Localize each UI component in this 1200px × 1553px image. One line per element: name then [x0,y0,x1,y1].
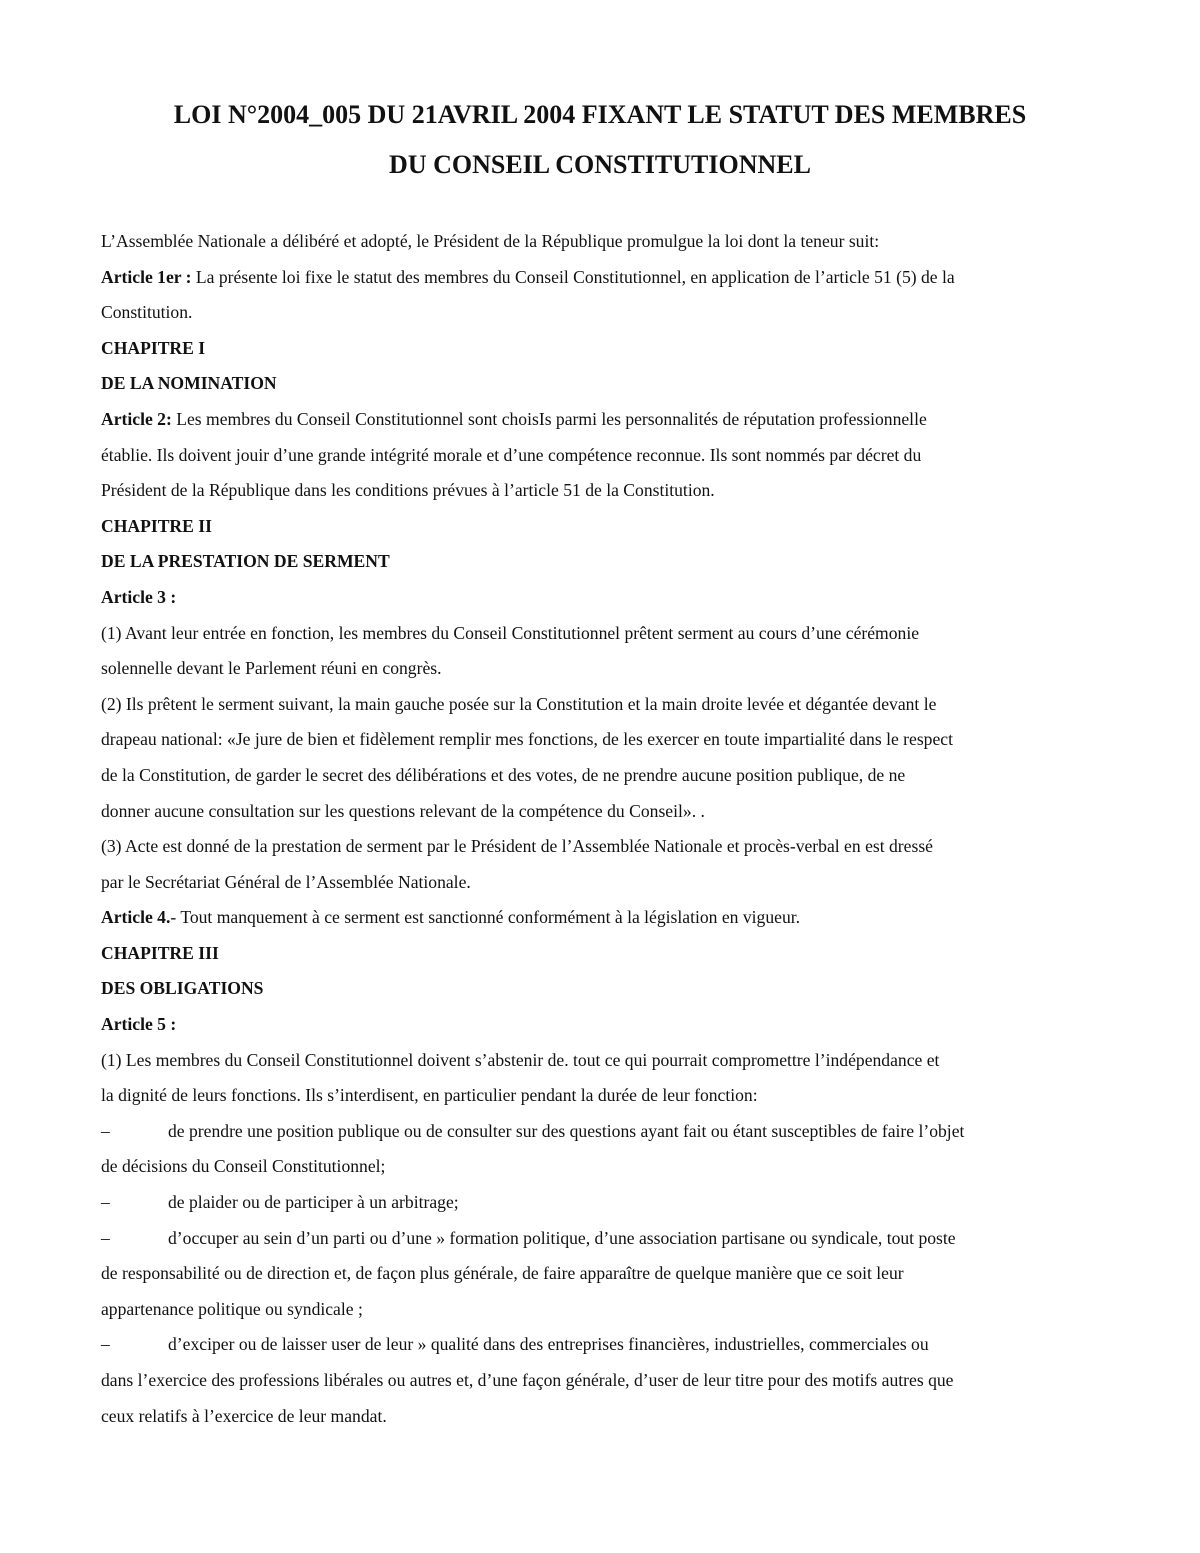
title-line-1: LOI N°2004_005 DU 21AVRIL 2004 FIXANT LE STATUT DES MEMBRES [173,100,1027,129]
paragraph-line [101,260,1111,296]
line-text: La présente loi fixe le statut des membres du Conseil Constitutionnel, en application de l’article 51 (5) de la [191,266,955,287]
paragraph-line [101,1292,1111,1328]
paragraph-line [101,900,1111,936]
paragraph-line [101,1399,1111,1435]
list-item-line [101,1114,1111,1150]
paragraph-line [101,1043,1111,1079]
line-text: Président de la République dans les conditions prévues à l’article 51 de la Constitution. [101,480,715,501]
line-text: d’exciper ou de laisser user de leur » qualité dans des entreprises financières, industrielles, commerciales ou [168,1334,929,1355]
paragraph-line [101,402,1111,438]
line-text: d’occuper au sein d’un parti ou d’une » formation politique, d’une association partisane ou syndicale, tout poste [168,1227,956,1248]
line-text: de prendre une position publique ou de consulter sur des questions ayant fait ou étant susceptibles de faire l’objet [168,1120,965,1141]
line-text: (2) Ils prêtent le serment suivant, la main gauche posée sur la Constitution et la main droite levée et dégantée devant le [101,693,937,714]
paragraph-line [101,651,1111,687]
line-text: - Tout manquement à ce serment est sanctionné conformément à la législation en vigueur. [170,907,801,928]
line-text: solennelle devant le Parlement réuni en congrès. [101,658,442,679]
section-heading [101,580,1111,616]
paragraph-line [101,438,1111,474]
line-text: donner aucune consultation sur les questions relevant de la compétence du Conseil». . [101,800,705,821]
heading-text: CHAPITRE I [101,337,206,358]
heading-text: DES OBLIGATIONS [101,978,264,999]
paragraph-line [101,616,1111,652]
line-text: de plaider ou de participer à un arbitrage; [168,1192,459,1213]
paragraph-line [101,794,1111,830]
line-text: de décisions du Conseil Constitutionnel; [101,1156,386,1177]
line-text: de responsabilité ou de direction et, de façon plus générale, de faire apparaître de quelque manière que ce soit leur [101,1263,904,1284]
line-text: Constitution. [101,302,193,323]
section-heading [101,544,1111,580]
article-label: Article 4. [101,907,171,928]
document-body [101,224,1111,1434]
document-title [80,90,1120,190]
line-text: de la Constitution, de garder le secret des délibérations et des votes, de ne prendre aucune position publique, de ne [101,764,906,785]
paragraph-line [101,1149,1111,1185]
paragraph-line [101,295,1111,331]
paragraph-line [101,1256,1111,1292]
line-text: drapeau national: «Je jure de bien et fidèlement remplir mes fonctions, de les exercer en toute impartialité dans le respect [101,729,953,750]
title-line-2: DU CONSEIL CONSTITUTIONNEL [389,150,811,179]
paragraph-line [101,224,1111,260]
line-text: la dignité de leurs fonctions. Ils s’interdisent, en particulier pendant la durée de leur fonction: [101,1085,758,1106]
section-heading [101,366,1111,402]
line-text: L’Assemblée Nationale a délibéré et adopté, le Président de la République promulgue la loi dont la teneur suit: [101,231,880,251]
paragraph-line [101,758,1111,794]
line-text: ceux relatifs à l’exercice de leur mandat. [101,1405,387,1426]
list-dash: – [101,1334,110,1355]
section-heading [101,936,1111,972]
heading-text: CHAPITRE III [101,942,219,963]
list-dash: – [101,1120,110,1141]
line-text: (1) Avant leur entrée en fonction, les membres du Conseil Constitutionnel prêtent serment au cours d’une cérémonie [101,622,920,643]
paragraph-line [101,1078,1111,1114]
line-text: (1) Les membres du Conseil Constitutionnel doivent s’abstenir de. tout ce qui pourrait compromettre l’indépendance et [101,1049,940,1070]
heading-text: Article 5 : [101,1014,177,1035]
paragraph-line [101,1363,1111,1399]
article-label: Article 1er : [101,266,192,287]
section-heading [101,331,1111,367]
heading-text: CHAPITRE II [101,515,212,536]
line-text: dans l’exercice des professions libérales ou autres et, d’une façon générale, d’user de leur titre pour des motifs autres que [101,1370,954,1390]
section-heading [101,1007,1111,1043]
paragraph-line [101,865,1111,901]
line-text: établie. Ils doivent jouir d’une grande intégrité morale et d’une compétence reconnue. Ils sont nommés par décret du [101,444,922,465]
heading-text: Article 3 : [101,586,177,607]
list-item-line [101,1221,1111,1257]
heading-text: DE LA NOMINATION [101,373,277,394]
paragraph-line [101,722,1111,758]
section-heading [101,509,1111,545]
section-heading [101,971,1111,1007]
list-dash: – [101,1192,110,1213]
line-text: (3) Acte est donné de la prestation de serment par le Président de l’Assemblée Nationale et procès-verbal en est dressé [101,836,933,857]
list-dash: – [101,1227,110,1248]
line-text: Les membres du Conseil Constitutionnel sont choisIs parmi les personnalités de réputation professionnelle [171,408,927,429]
line-text: par le Secrétariat Général de l’Assemblée Nationale. [101,871,471,892]
list-item-line [101,1327,1111,1363]
paragraph-line [101,473,1111,509]
paragraph-line [101,687,1111,723]
line-text: appartenance politique ou syndicale ; [101,1298,363,1319]
paragraph-line [101,829,1111,865]
article-label: Article 2: [101,408,172,429]
list-item-line [101,1185,1111,1221]
heading-text: DE LA PRESTATION DE SERMENT [101,551,390,572]
